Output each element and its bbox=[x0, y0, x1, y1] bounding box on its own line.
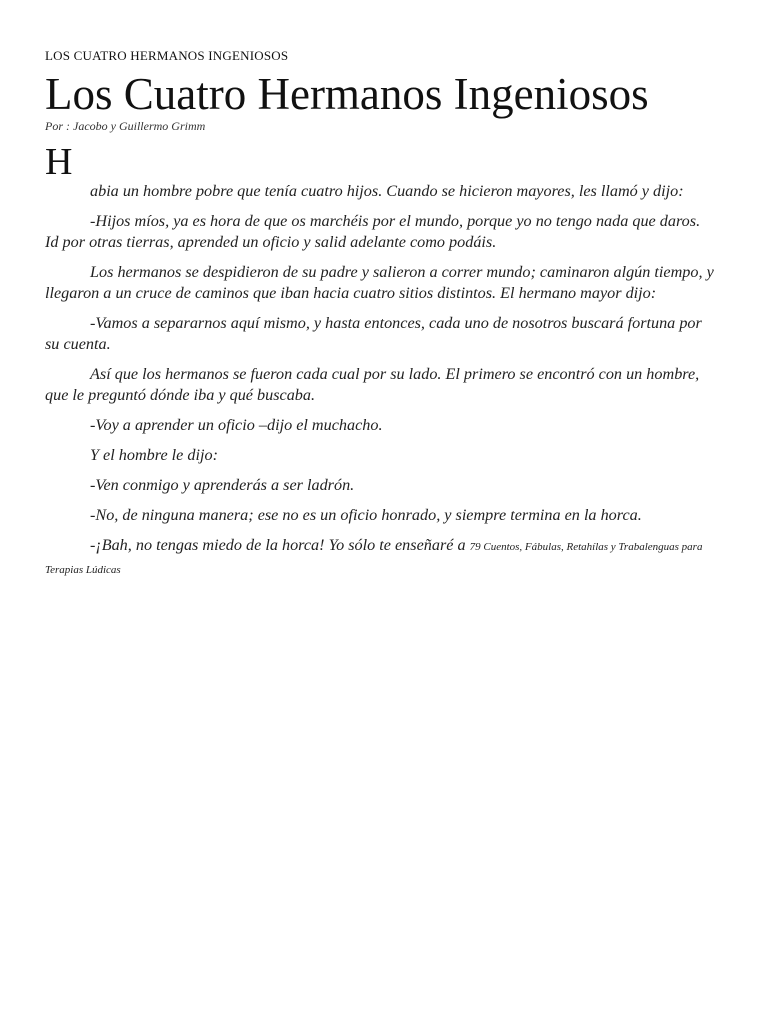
byline: Por : Jacobo y Guillermo Grimm bbox=[45, 119, 206, 133]
footer-note: 79 Cuentos, Fábulas, Retahílas y Trabalenguas para Terapias Lúdicas bbox=[45, 541, 703, 576]
paragraph: -Ven conmigo y aprenderás a ser ladrón. bbox=[90, 476, 355, 494]
paragraph-text: -¡Bah, no tengas miedo de la horca! Yo sólo te enseñaré a bbox=[90, 536, 466, 554]
paragraph-last bbox=[45, 535, 715, 581]
paragraph: -Hijos míos, ya es hora de que os marchéis por el mundo, porque yo no tengo nada que daros. Id por otras tierras, aprended un oficio y salid adelante como podáis. bbox=[45, 212, 701, 251]
story-body bbox=[45, 181, 715, 590]
running-header: LOS CUATRO HERMANOS INGENIOSOS bbox=[45, 48, 289, 63]
paragraph: Y el hombre le dijo: bbox=[90, 446, 218, 464]
paragraph: abia un hombre pobre que tenía cuatro hijos. Cuando se hicieron mayores, les llamó y dijo: bbox=[90, 182, 684, 200]
paragraph: -No, de ninguna manera; ese no es un oficio honrado, y siempre termina en la horca. bbox=[90, 506, 642, 524]
drop-cap: H bbox=[45, 141, 73, 183]
paragraph: Los hermanos se despidieron de su padre y salieron a correr mundo; caminaron algún tiempo, y llegaron a un cruce de caminos que iban hacia cuatro sitios distintos. El hermano mayor dijo: bbox=[45, 263, 714, 302]
paragraph: -Vamos a separarnos aquí mismo, y hasta entonces, cada uno de nosotros buscará fortuna por su cuenta. bbox=[45, 314, 702, 353]
page-title: Los Cuatro Hermanos Ingeniosos bbox=[45, 69, 649, 119]
paragraph: -Voy a aprender un oficio –dijo el muchacho. bbox=[90, 416, 383, 434]
paragraph: Así que los hermanos se fueron cada cual por su lado. El primero se encontró con un hombre, que le preguntó dónde iba y qué buscaba. bbox=[45, 365, 700, 404]
